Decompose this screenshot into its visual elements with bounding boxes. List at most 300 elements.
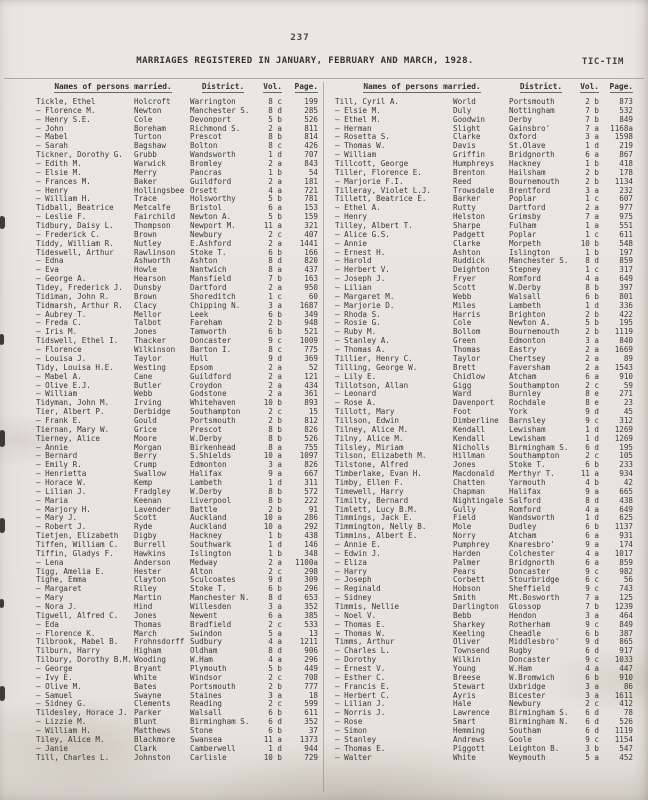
married-name-cell: — Mabel (36, 132, 69, 142)
registration-district-cell: Stoke T. (190, 247, 227, 257)
married-name-cell: Tickner, Dorothy G. (36, 150, 123, 160)
married-name-cell: — Frank E. (36, 415, 82, 425)
volume-cell: 8 c (268, 141, 282, 151)
married-name-cell: — Leslie F. (36, 212, 87, 222)
married-name-cell: — Francis E. (335, 681, 390, 691)
spouse-surname-cell: Corbett (453, 575, 486, 585)
volume-cell: 3 a (585, 681, 599, 691)
volume-cell: 6 b (268, 708, 282, 718)
married-name-cell: — Sidney G. (36, 699, 87, 709)
page-ref-cell: 743 (619, 584, 633, 594)
index-row (335, 107, 648, 116)
married-name-cell: — Lilian (335, 283, 372, 293)
spouse-surname-cell: Nicholls (453, 442, 490, 452)
registration-district-cell: Lewisham (509, 433, 546, 443)
page-ref-cell: 653 (304, 593, 318, 603)
registration-district-cell: Newbury (190, 229, 223, 239)
volume-cell: 1 a (585, 221, 599, 231)
registration-district-cell: Portsmouth (190, 681, 236, 691)
registration-district-cell: Shoreditch (190, 291, 236, 301)
married-name-cell: — Florence K. (36, 628, 96, 638)
married-name-cell: Tidball, Beatrice (36, 203, 114, 213)
volume-cell: 1 d (268, 477, 282, 487)
spouse-surname-cell: Scott (453, 283, 476, 293)
married-name-cell: — Aubrey T. (36, 309, 87, 319)
spouse-surname-cell: Sharkey (453, 619, 486, 629)
spouse-surname-cell: Hillman (453, 451, 486, 461)
registration-district-cell: Chertsey (509, 353, 546, 363)
married-name-cell: — Margaret M. (335, 291, 395, 301)
volume-cell: 1 d (585, 300, 599, 310)
index-row (335, 585, 648, 594)
married-name-cell: Tidbury, Daisy L. (36, 221, 114, 231)
volume-cell: 6 b (585, 628, 599, 638)
spouse-surname-cell: Anderson (134, 557, 171, 567)
registration-district-cell: Bridgnorth (509, 150, 555, 160)
spouse-surname-cell: Irving (134, 398, 162, 408)
registration-district-cell: Dartford (509, 203, 546, 213)
registration-district-cell: Willesden (190, 601, 232, 611)
spouse-surname-cell: Hemming (453, 726, 486, 736)
page-ref-cell: 859 (619, 557, 633, 567)
volume-cell: 2 a (585, 345, 599, 355)
married-name-cell: — John (36, 123, 64, 133)
spouse-surname-cell: Jones (134, 327, 157, 337)
spouse-surname-cell: Duly (453, 105, 472, 115)
page-ref-cell: 60 (308, 291, 318, 301)
registration-district-cell: Uxbridge (509, 681, 546, 691)
registration-district-cell: Newton A. (190, 212, 232, 222)
married-name-cell: — Ethel A. (335, 203, 381, 213)
volume-cell: 9 c (268, 336, 282, 346)
page-ref-cell: 233 (619, 460, 633, 470)
page-ref-cell: 906 (304, 646, 318, 656)
volume-cell: 6 a (585, 371, 599, 381)
registration-district-cell: Auckland (190, 513, 227, 523)
left-rows (36, 98, 323, 762)
spouse-surname-cell: Dunsby (134, 283, 162, 293)
page-ref-cell: 572 (304, 486, 318, 496)
page-ref-cell: 23 (623, 398, 633, 408)
spouse-surname-cell: Higham (134, 646, 162, 656)
spouse-surname-cell: Wilkin (453, 655, 481, 665)
registration-district-cell: Middlesbro' (509, 637, 560, 647)
page-ref-cell: 296 (304, 584, 318, 594)
volume-cell: 6 b (268, 726, 282, 736)
page-ref-cell: 418 (619, 159, 633, 169)
registration-district-cell: Wandsworth (509, 513, 555, 523)
registration-district-cell: Windsor (190, 672, 223, 682)
page-ref-cell: 464 (619, 610, 633, 620)
page-ref-cell: 931 (619, 531, 633, 541)
registration-district-cell: Colchester (509, 548, 555, 558)
spouse-surname-cell: Chapman (453, 486, 486, 496)
married-name-cell: Tidswell, Ethel I. (36, 336, 119, 346)
volume-cell: 4 a (268, 637, 282, 647)
page-ref-cell: 195 (619, 442, 633, 452)
page-ref-cell: 777 (304, 681, 318, 691)
page-ref-cell: 219 (619, 141, 633, 151)
volume-cell: 2 b (268, 415, 282, 425)
volume-cell: 1 c (585, 265, 599, 275)
married-name-cell: — Herman (335, 123, 372, 133)
married-name-cell: Timberlake, Evan H. (335, 469, 422, 479)
spouse-surname-cell: Young (453, 664, 476, 673)
spouse-surname-cell: Holcroft (134, 97, 171, 106)
registration-district-cell: Rugby (509, 646, 532, 656)
volume-cell: 4 a (585, 274, 599, 284)
registration-district-cell: Portsmouth (509, 97, 555, 106)
registration-district-cell: Bromley (190, 159, 223, 169)
page-ref-cell: 426 (304, 141, 318, 151)
volume-cell: 7 b (268, 274, 282, 284)
married-name-cell: — Charles L. (335, 646, 390, 656)
page-ref-cell: 1119 (614, 327, 633, 337)
spouse-surname-cell: Blackmore (134, 734, 176, 744)
registration-district-cell: Atcham (509, 371, 537, 381)
page-ref-cell: 163 (304, 274, 318, 284)
page-ref-cell: 42 (623, 477, 633, 487)
volume-cell: 8 e (585, 398, 599, 408)
married-name-cell: Tiffen, William C. (36, 539, 119, 549)
page-ref-cell: 917 (619, 646, 633, 656)
page-ref-cell: 849 (619, 114, 633, 124)
spouse-surname-cell: Ayris (453, 690, 476, 700)
spouse-surname-cell: Thompson (134, 221, 171, 231)
index-row (335, 754, 648, 763)
spouse-surname-cell: Trace (134, 194, 157, 204)
volume-cell: 4 a (268, 185, 282, 195)
registration-district-cell: Sheffield (509, 584, 551, 594)
registration-district-cell: Yarmouth (509, 477, 546, 487)
spouse-surname-cell: Wooding (134, 655, 167, 665)
married-name-cell: — Edna (36, 256, 64, 266)
registration-district-cell: Lambeth (509, 300, 542, 310)
spouse-surname-cell: Clayton (134, 575, 167, 585)
registration-district-cell: Sudbury (190, 637, 223, 647)
spouse-surname-cell: Kendall (453, 433, 486, 443)
volume-cell: 9 c (585, 734, 599, 744)
spouse-surname-cell: Fryer (453, 274, 476, 284)
volume-cell: 2 b (268, 318, 282, 328)
married-name-cell: — William (335, 150, 377, 160)
page-ref-cell: 982 (619, 566, 633, 576)
volume-cell: 6 b (585, 291, 599, 301)
district-header: District. (201, 82, 245, 91)
page-ref-cell: 1119 (614, 726, 633, 736)
registration-district-cell: Birkenhead (190, 442, 236, 452)
page-ref-cell: 397 (619, 283, 633, 293)
page-ref-cell: 532 (619, 105, 633, 115)
married-name-cell: — Mary (36, 593, 64, 603)
married-name-cell: — Simon (335, 726, 368, 736)
spouse-surname-cell: Thomas (453, 345, 481, 355)
page-header: Page. (294, 82, 318, 91)
spouse-surname-cell: Sharpe (453, 221, 481, 231)
page-ref-cell: 910 (619, 371, 633, 381)
volume-cell: 2 c (268, 566, 282, 576)
volume-cell: 10 a (263, 451, 282, 461)
registration-district-cell: Birmingham S. (509, 442, 569, 452)
married-name-cell: — Henrietta (36, 469, 87, 479)
page-ref-cell: 665 (619, 486, 633, 496)
spouse-surname-cell: Keenan (134, 495, 162, 505)
volume-cell: 4 a (585, 548, 599, 558)
names-header-cell (36, 82, 190, 93)
registration-district-cell: St.Olave (509, 141, 546, 151)
married-name-cell: Till, Charles L. (36, 752, 110, 762)
registration-district-cell: E.Ashford (190, 238, 232, 248)
spouse-surname-cell: Rawlinson (134, 247, 176, 257)
spouse-surname-cell: Taylor (453, 353, 481, 363)
page-ref-cell: 1097 (299, 451, 318, 461)
names-header: Names of persons married. (54, 82, 172, 91)
volume-cell: 7 a (585, 593, 599, 603)
spouse-surname-cell: Miles (453, 300, 476, 310)
page-ref-cell: 599 (304, 699, 318, 709)
married-name-cell: Tilburn, Harry (36, 646, 101, 656)
registration-district-cell: Doncaster (509, 655, 551, 665)
registration-district-cell: Cheadle (509, 628, 542, 638)
page-ref-cell: 526 (619, 717, 633, 727)
district-header-cell (509, 82, 573, 93)
registration-district-cell: Lewisham (509, 424, 546, 434)
page-ref-cell: 812 (304, 415, 318, 425)
volume-cell: 3 a (585, 690, 599, 700)
page-ref-cell: 547 (619, 743, 633, 753)
page-ref-cell: 1033 (614, 655, 633, 665)
index-row (335, 249, 648, 258)
volume-cell: 9 c (585, 584, 599, 594)
registration-district-cell: York (509, 407, 528, 417)
page-ref-cell: 1598 (614, 132, 633, 142)
volume-cell: 2 c (268, 407, 282, 417)
spouse-surname-cell: Cole (453, 318, 472, 328)
registration-district-cell: Knaresbro' (509, 539, 555, 549)
registration-district-cell: W.Derby (190, 433, 223, 443)
married-name-cell: — Eliza (335, 557, 368, 567)
page-ref-cell: 312 (619, 415, 633, 425)
volume-cell: 2 c (585, 380, 599, 390)
married-name-cell: Tiddy, William R. (36, 238, 114, 248)
married-name-cell: — Rhoda S. (335, 309, 381, 319)
volume-cell: 8 c (268, 97, 282, 106)
spouse-surname-cell: Berry (134, 451, 157, 461)
page-ref-cell: 849 (619, 619, 633, 629)
volume-cell: 8 d (585, 256, 599, 266)
registration-district-cell: Auckland (190, 522, 227, 532)
volume-cell: 3 a (585, 336, 599, 346)
right-column-header (335, 82, 648, 96)
married-name-cell: — Herbert V. (335, 265, 390, 275)
married-name-cell: — Louisa J. (36, 353, 87, 363)
page-ref-cell: 548 (619, 238, 633, 248)
page-ref-cell: 321 (304, 221, 318, 231)
spouse-surname-cell: Taylor (134, 353, 162, 363)
spouse-surname-cell: Kendall (453, 424, 486, 434)
registration-district-cell: Birmingham S. (190, 717, 250, 727)
spouse-surname-cell: Crump (134, 460, 157, 470)
spouse-surname-cell: Butler (134, 380, 162, 390)
volume-cell: 11 a (580, 469, 599, 479)
volume-cell: 2 c (585, 451, 599, 461)
spouse-surname-cell: Davis (453, 141, 476, 151)
married-name-cell: Timilty, Bernard (335, 495, 409, 505)
volume-cell: 7 b (585, 601, 599, 611)
spouse-surname-cell: Griffin (453, 150, 486, 160)
married-name-cell: — Olive E.J. (36, 380, 91, 390)
volume-cell: 6 a (585, 557, 599, 567)
volume-cell: 6 d (585, 442, 599, 452)
registration-district-cell: Orsett (190, 185, 218, 195)
registration-district-cell: Medway (190, 557, 218, 567)
married-name-cell: Timlett, Lucy B.M. (335, 504, 418, 514)
volume-cell: 9 d (268, 353, 282, 363)
registration-district-cell: Walsall (190, 708, 223, 718)
volume-cell: 11 a (263, 221, 282, 231)
married-name-cell: Tilley, Albert T. (335, 221, 413, 231)
registration-district-cell: Manchester N. (190, 593, 250, 603)
volume-cell: 1 d (585, 433, 599, 443)
married-name-cell: — Bernard (36, 451, 78, 461)
registration-district-cell: Hull (190, 353, 209, 363)
volume-cell: 3 a (268, 601, 282, 611)
page-ref-cell: 286 (304, 513, 318, 523)
spouse-surname-cell: Andrews (453, 734, 486, 744)
page-ref-cell: 181 (304, 176, 318, 186)
volume-cell: 9 d (585, 407, 599, 417)
page-ref-cell: 336 (619, 300, 633, 310)
page-ref-cell: 1134 (614, 176, 633, 186)
page-ref-cell: 54 (308, 167, 318, 177)
page-ref-cell: 412 (619, 699, 633, 709)
volume-cell: 1 d (585, 424, 599, 434)
spouse-surname-cell: Clarke (453, 132, 481, 142)
page-header-cell (599, 82, 633, 93)
spouse-surname-cell: Lavender (134, 504, 171, 514)
page-ref-cell: 977 (619, 203, 633, 213)
registration-district-cell: Newport M. (190, 221, 236, 231)
spouse-surname-cell: Riley (134, 584, 157, 594)
registration-district-cell: Merthyr T. (509, 469, 555, 479)
volume-cell: 1 b (268, 548, 282, 558)
married-name-cell: — Noel V. (335, 610, 377, 620)
volume-cell: 2 a (268, 557, 282, 567)
spouse-surname-cell: Davenport (453, 398, 495, 408)
registration-district-cell: Burnley (509, 389, 542, 399)
registration-district-cell: Swansea (190, 734, 223, 744)
spouse-surname-cell: Boreham (134, 123, 167, 133)
volume-cell: 6 b (585, 672, 599, 682)
married-name-cell: Tigg, Amelia E. (36, 566, 105, 576)
page-ref-cell: 721 (304, 185, 318, 195)
registration-district-cell: Manchester S. (190, 105, 250, 115)
registration-district-cell: Pancras (190, 167, 223, 177)
index-row (335, 709, 648, 718)
spouse-surname-cell: Harris (453, 309, 481, 319)
volume-cell: 4 a (585, 664, 599, 673)
spouse-surname-cell: Ruddick (453, 256, 486, 266)
spouse-surname-cell: Frohnsdorff (134, 637, 185, 647)
registration-district-cell: Leek (190, 309, 209, 319)
spouse-surname-cell: Jones (453, 460, 476, 470)
page-ref-cell: 820 (304, 256, 318, 266)
spouse-surname-cell: Westing (134, 362, 167, 372)
volume-cell: 11 a (263, 734, 282, 744)
married-name-cell: — Reginald (335, 584, 381, 594)
married-name-cell: Tidey, Frederick J. (36, 283, 123, 293)
spouse-surname-cell: Talbot (134, 318, 162, 328)
married-name-cell: — Janie (36, 743, 69, 753)
volume-cell: 9 c (585, 655, 599, 665)
spouse-surname-cell: Cane (134, 371, 153, 381)
page-ref-cell: 296 (304, 655, 318, 665)
married-name-cell: — Margaret (36, 584, 82, 594)
volume-cell: 3 a (268, 460, 282, 470)
vol-header-cell (256, 82, 282, 93)
page-ref-cell: 950 (304, 283, 318, 293)
spouse-surname-cell: Clacy (134, 300, 157, 310)
registration-district-cell: Salford (509, 495, 542, 505)
registration-district-cell: Doncaster (190, 336, 232, 346)
married-name-cell: Tillott, Mary (335, 407, 395, 417)
page-ref-cell: 349 (304, 309, 318, 319)
volume-cell: 6 b (268, 584, 282, 594)
volume-cell: 1 b (585, 159, 599, 169)
page-ref-cell: 1543 (614, 362, 633, 372)
spouse-surname-cell: Hale (453, 699, 472, 709)
married-name-cell: Tighe, Emma (36, 575, 87, 585)
registration-district-cell: Croydon (190, 380, 223, 390)
index-row (335, 142, 648, 151)
married-name-cell: — Stanley (335, 734, 377, 744)
registration-district-cell: Whitehaven (190, 398, 236, 408)
spouse-surname-cell: Goodwin (453, 114, 486, 124)
married-name-cell: — Iris M. (36, 327, 78, 337)
married-name-cell: Tilling, George W. (335, 362, 418, 372)
spouse-surname-cell: March (134, 628, 157, 638)
page-ref-cell: 146 (304, 539, 318, 549)
spouse-surname-cell: Blunt (134, 717, 157, 727)
page-ref-cell: 801 (619, 291, 633, 301)
spouse-surname-cell: Ryde (134, 522, 153, 532)
volume-cell: 10 a (263, 522, 282, 532)
volume-cell: 1 c (585, 229, 599, 239)
index-row (335, 576, 648, 585)
spouse-surname-cell: Scott (134, 513, 157, 523)
registration-district-cell: Oldham (190, 646, 218, 656)
volume-cell: 2 b (268, 681, 282, 691)
registration-district-cell: Guildford (190, 176, 232, 186)
volume-cell: 7 a (585, 212, 599, 222)
volume-cell: 8 a (268, 442, 282, 452)
married-name-cell: — Nora J. (36, 601, 78, 611)
registration-district-cell: Bristol (190, 203, 223, 213)
page-ref-cell: 859 (619, 256, 633, 266)
registration-district-cell: Alton (190, 566, 213, 576)
page-ref-cell: 45 (623, 407, 633, 417)
registration-district-cell: Derby (509, 114, 532, 124)
registration-district-cell: Romford (509, 274, 542, 284)
spouse-surname-cell: Howle (134, 265, 157, 275)
volume-cell: 8 d (268, 593, 282, 603)
registration-district-cell: Hailsham (509, 167, 546, 177)
volume-cell: 6 a (268, 203, 282, 213)
page-ref-cell: 89 (623, 353, 633, 363)
registration-district-cell: Stone (190, 726, 213, 736)
married-name-cell: — Marjorie D. (335, 300, 395, 310)
married-name-cell: Tiffin, Gladys F. (36, 548, 114, 558)
